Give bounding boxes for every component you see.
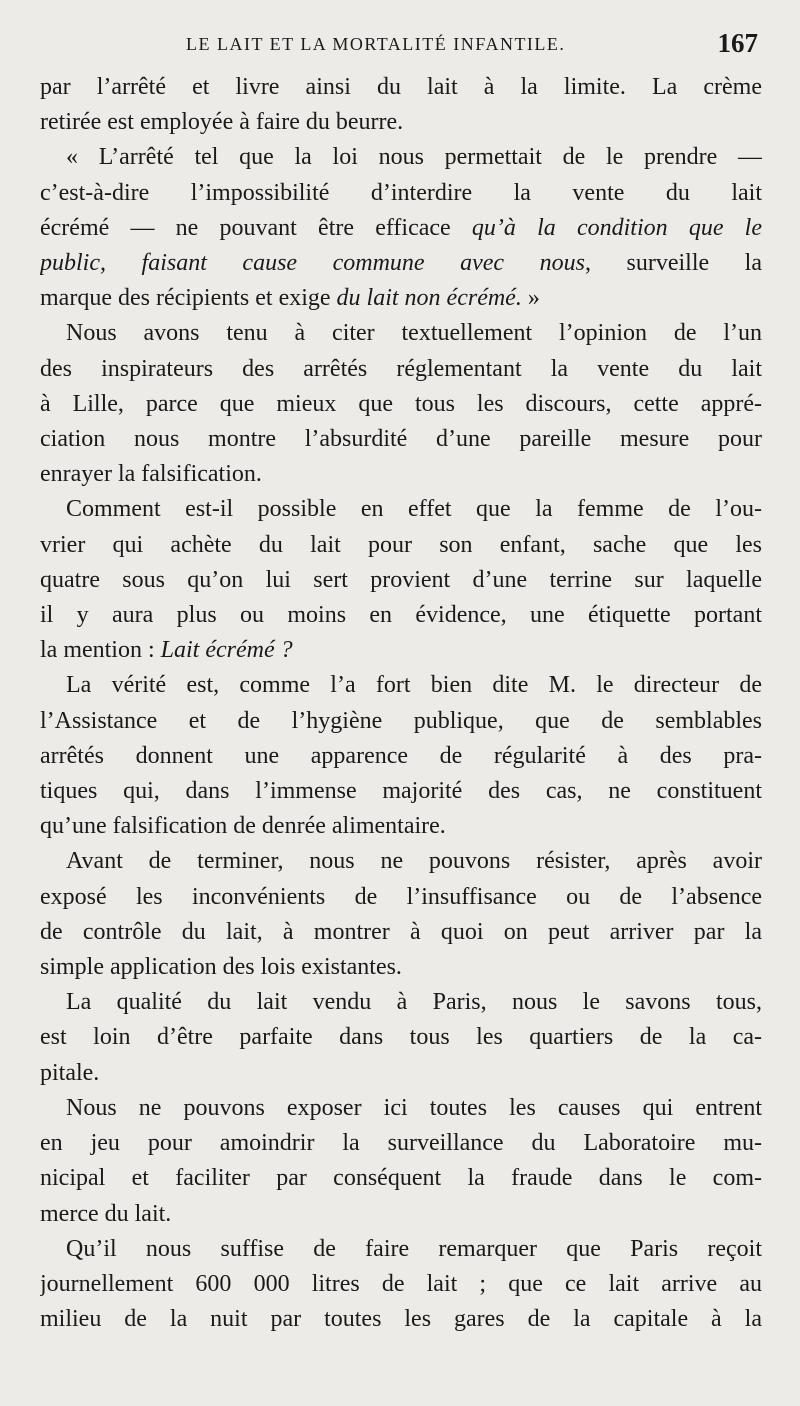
text-segment: la mention : [40, 637, 161, 664]
text-segment: tiques qui, dans l’immense majorité des cas, ne constituent [40, 778, 762, 805]
italic-text-segment: Lait écrémé ? [160, 637, 293, 664]
page-number: 167 [717, 28, 758, 58]
text-line [40, 246, 762, 281]
text-line [40, 844, 762, 879]
text-line [40, 492, 762, 527]
text-segment: marque des récipients et exige [40, 285, 337, 312]
text-segment: par l’arrêté et livre ainsi du lait à la limite. La crème [40, 74, 762, 100]
text-segment: arrêtés donnent une apparence de régularité à des pra- [40, 742, 762, 769]
text-segment: ciation nous montre l’absurdité d’une pareille mesure pour [40, 426, 762, 453]
text-line [40, 633, 762, 668]
text-segment: à Lille, parce que mieux que tous les discours, cette appré- [40, 390, 762, 417]
text-segment: qu’une falsification de denrée alimentaire. [40, 813, 446, 840]
text-segment: il y aura plus ou moins en évidence, une étiquette portant [40, 602, 762, 629]
text-segment: Avant de terminer, nous ne pouvons résister, après avoir [66, 848, 762, 875]
text-line [40, 809, 762, 844]
text-line [40, 140, 762, 175]
italic-text-segment: public, faisant cause commune avec nous [40, 250, 585, 277]
text-segment: des inspirateurs des arrêtés réglementant la vente du lait [40, 355, 762, 382]
text-segment: retirée est employée à faire du beurre. [40, 109, 404, 136]
text-line [40, 774, 762, 809]
italic-text-segment: du lait non écrémé. [336, 285, 522, 312]
text-line [40, 985, 762, 1020]
italic-text-segment: qu’à la condition que le [471, 214, 762, 241]
text-segment: « L’arrêté tel que la loi nous permettait de le prendre — [66, 144, 762, 171]
text-line [40, 1161, 762, 1196]
text-segment: Qu’il nous suffise de faire remarquer que Paris reçoit [66, 1235, 762, 1262]
text-segment: pitale. [40, 1059, 100, 1086]
text-line [40, 598, 762, 633]
text-line [40, 70, 762, 105]
text-line [40, 1020, 762, 1055]
text-line [40, 1302, 762, 1337]
text-segment: journellement 600 000 litres de lait ; que ce lait arrive au [40, 1270, 762, 1297]
text-line [40, 211, 762, 246]
page-header [40, 28, 762, 64]
text-line [40, 915, 762, 950]
text-line [40, 105, 762, 140]
text-segment: en jeu pour amoindrir la surveillance du Laboratoire mu- [40, 1130, 762, 1157]
text-segment: Nous avons tenu à citer textuellement l’opinion de l’un [66, 320, 762, 347]
text-segment: quatre sous qu’on lui sert provient d’une terrine sur laquelle [40, 566, 762, 593]
text-segment: Nous ne pouvons exposer ici toutes les causes qui entrent [66, 1094, 762, 1121]
text-line [40, 281, 762, 316]
text-line [40, 1267, 762, 1302]
text-segment: nicipal et faciliter par conséquent la fraude dans le com- [40, 1165, 762, 1192]
text-segment: , surveille la [584, 250, 762, 277]
text-line [40, 668, 762, 703]
text-line [40, 422, 762, 457]
running-title: LE LAIT ET LA MORTALITÉ INFANTILE. [186, 34, 566, 54]
text-segment: La qualité du lait vendu à Paris, nous le savons tous, [66, 989, 762, 1016]
text-segment: » [521, 285, 540, 312]
text-line [40, 1197, 762, 1232]
text-segment: exposé les inconvénients de l’insuffisance ou de l’absence [40, 883, 762, 910]
text-line [40, 387, 762, 422]
text-line [40, 950, 762, 985]
text-line [40, 352, 762, 387]
text-segment: de contrôle du lait, à montrer à quoi on peut arriver par la [40, 918, 762, 945]
text-segment: simple application des lois existantes. [40, 954, 402, 981]
text-segment: La vérité est, comme l’a fort bien dite M. le directeur de [66, 672, 762, 699]
text-line [40, 457, 762, 492]
text-line [40, 880, 762, 915]
text-line [40, 704, 762, 739]
text-segment: Comment est-il possible en effet que la femme de l’ou- [66, 496, 762, 523]
text-line [40, 1126, 762, 1161]
text-line [40, 1091, 762, 1126]
text-line [40, 176, 762, 211]
text-segment: merce du lait. [40, 1200, 172, 1227]
text-segment: c’est-à-dire l’impossibilité d’interdire la vente du lait [40, 179, 762, 206]
text-line [40, 1056, 762, 1091]
text-line [40, 528, 762, 563]
text-line [40, 739, 762, 774]
body-text [40, 70, 762, 1337]
text-segment: enrayer la falsification. [40, 461, 262, 488]
text-line [40, 316, 762, 351]
text-segment: est loin d’être parfaite dans tous les quartiers de la ca- [40, 1024, 762, 1051]
text-segment: milieu de la nuit par toutes les gares de la capitale à la [40, 1306, 762, 1333]
text-line [40, 563, 762, 598]
text-segment: vrier qui achète du lait pour son enfant, sache que les [40, 531, 762, 558]
text-line [40, 1232, 762, 1267]
text-segment: l’Assistance et de l’hygiène publique, que de semblables [40, 707, 762, 734]
text-segment: écrémé — ne pouvant être efficace [40, 214, 472, 241]
